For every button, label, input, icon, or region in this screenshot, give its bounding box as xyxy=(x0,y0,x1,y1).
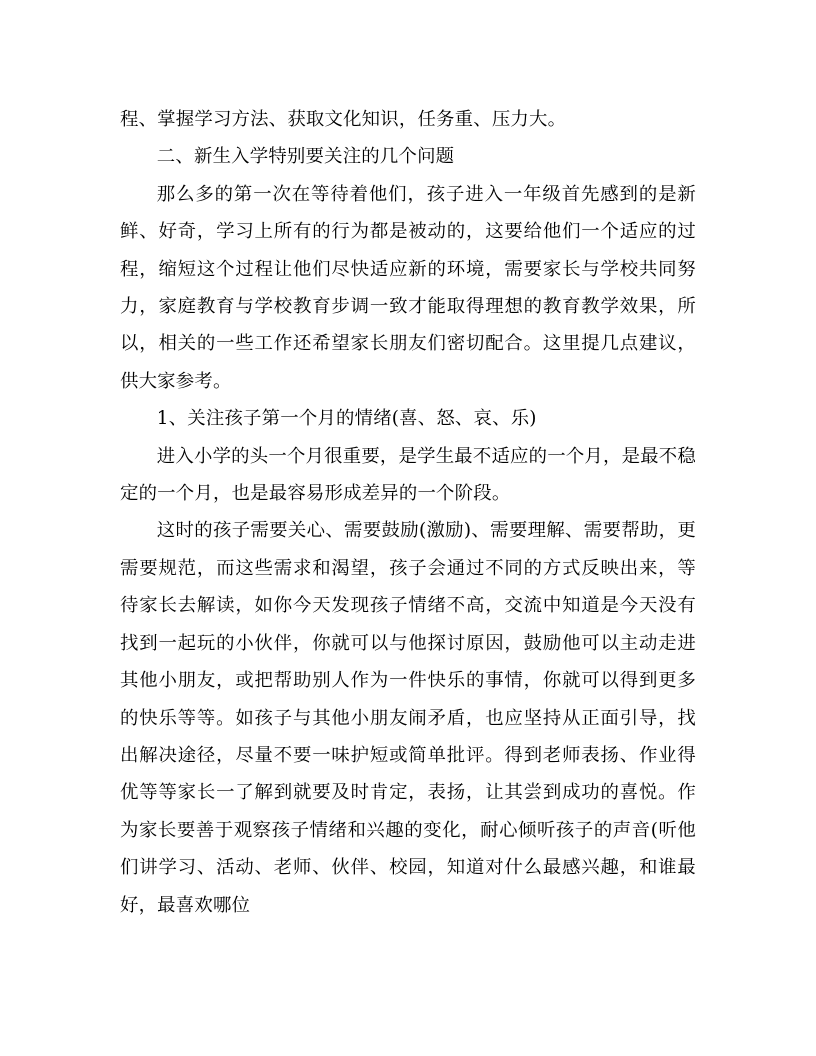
paragraph-intro: 那么多的第一次在等待着他们，孩子进入一年级首先感到的是新鲜、好奇，学习上所有的行为都是被动的，这要给他们一个适应的过程，缩短这个过程让他们尽快适应新的环境，需要家长与学校共同努力，家庭教育与学校教育步调一致才能取得理想的教育教学效果，所以，相关的一些工作还希望家长朋友们密切配合。这里提几点建议，供大家参考。 xyxy=(120,183,696,392)
paragraph-first-month: 进入小学的头一个月很重要，是学生最不适应的一个月，是最不稳定的一个月，也是最容易形成差异的一个阶段。 xyxy=(120,445,696,505)
paragraph-continuation: 程、掌握学习方法、获取文化知识，任务重、压力大。 xyxy=(120,109,567,130)
document-body xyxy=(120,101,696,924)
subsection-heading: 1、关注孩子第一个月的情绪(喜、怒、哀、乐) xyxy=(156,408,537,430)
section-heading: 二、新生入学特别要关注的几个问题 xyxy=(156,146,455,168)
paragraph-child-needs: 这时的孩子需要关心、需要鼓励(激励)、需要理解、需要帮助，更需要规范，而这些需求和渴望，孩子会通过不同的方式反映出来，等待家长去解读，如你今天发现孩子情绪不高，交流中知道是今天没有找到一起玩的小伙伴，你就可以与他探讨原因，鼓励他可以主动走进其他小朋友，或把帮助别人作为一件快乐的事情，你就可以得到更多的快乐等等。如孩子与其他小朋友闹矛盾，也应坚持从正面引导，找出解决途径，尽量不要一味护短或简单批评。得到老师表扬、作业得优等等家长一了解到就要及时肯定，表扬，让其尝到成功的喜悦。作为家长要善于观察孩子情绪和兴趣的变化，耐心倾听孩子的声音(听他们讲学习、活动、老师、伙伴、校园，知道对什么最感兴趣，和谁最好，最喜欢哪位 xyxy=(120,520,696,916)
